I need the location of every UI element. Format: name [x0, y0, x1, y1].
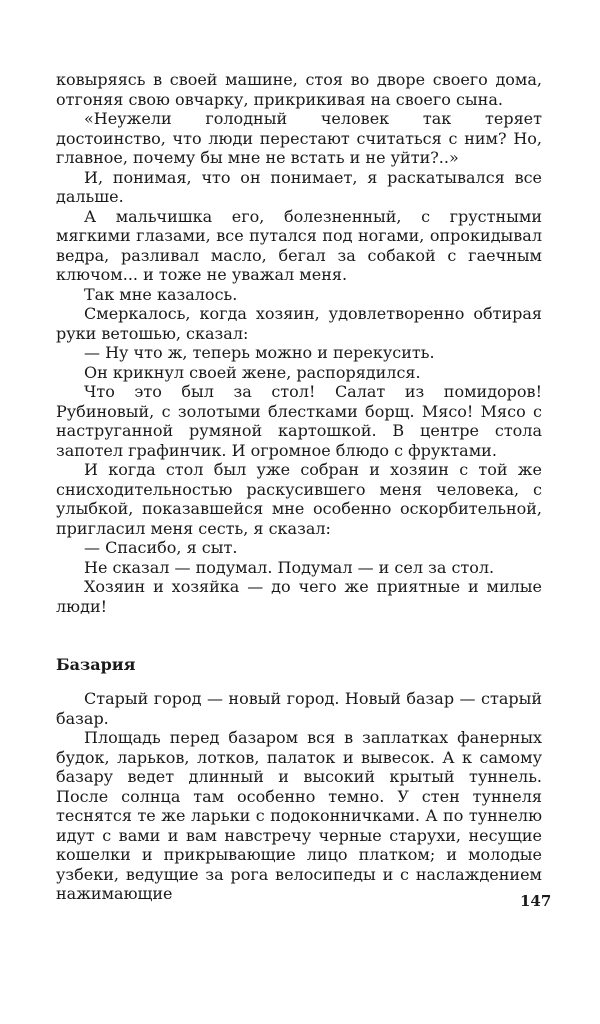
paragraph: — Ну что ж, теперь можно и перекусить.: [84, 343, 435, 362]
page-number: 147: [520, 892, 552, 910]
book-page: [56, 70, 542, 904]
paragraph: Старый город — новый город. Новый базар — старый базар.: [56, 689, 542, 728]
paragraph: И когда стол был уже собран и хозяин с той же снисходительностью раскусившего меня человека, с улыбкой, показавшейся мне особенно оскорбительной, пригласил меня сесть, я сказал:: [56, 460, 542, 538]
paragraph: И, понимая, что он понимает, я раскатывался все дальше.: [56, 167, 542, 206]
paragraph: Хозяин и хозяйка — до чего же приятные и милые люди!: [56, 577, 542, 616]
paragraph: Площадь перед базаром вся в заплатках фанерных будок, ларьков, лотков, палаток и вывесок. А к самому базару ведет длинный и высокий крытый туннель. После солнца там особенно темно. У стен туннеля теснятся те же ларьки с подоконничками. А по туннелю идут с вами и вам навстречу черные старухи, несущие кошелки и прикрывающие лицо платком; и молодые узбеки, ведущие за рога велосипеды и с наслаждением нажимающие: [56, 728, 542, 903]
paragraph: «Неужели голодный человек так теряет достоинство, что люди перестают считаться с ним? Но, главное, почему бы мне не встать и не уйти?..»: [56, 109, 542, 167]
paragraph: А мальчишка его, болезненный, с грустными мягкими глазами, все путался под ногами, опрокидывал ведра, разливал масло, бегал за собакой с гаечным ключом... и тоже не уважал меня.: [56, 206, 542, 284]
paragraph: Так мне казалось.: [84, 284, 238, 304]
paragraph: — Спасибо, я сыт.: [84, 538, 238, 557]
paragraph: Что это был за стол! Салат из помидоров! Рубиновый, с золотыми блестками борщ. Мясо! Мясо с наструганной румяной картошкой. В центре стола запотел графинчик. И огромное блюдо с фруктами.: [56, 382, 542, 460]
section-title: Базария: [56, 655, 136, 674]
paragraph: ковыряясь в своей машине, стоя во дворе своего дома, отгоняя свою овчарку, прикрикивая на своего сына.: [56, 70, 542, 109]
paragraph: Смеркалось, когда хозяин, удовлетворенно обтирая руки ветошью, сказал:: [56, 304, 542, 343]
paragraph: Не сказал — подумал. Подумал — и сел за стол.: [84, 557, 495, 577]
paragraph: Он крикнул своей жене, распорядился.: [84, 362, 421, 382]
